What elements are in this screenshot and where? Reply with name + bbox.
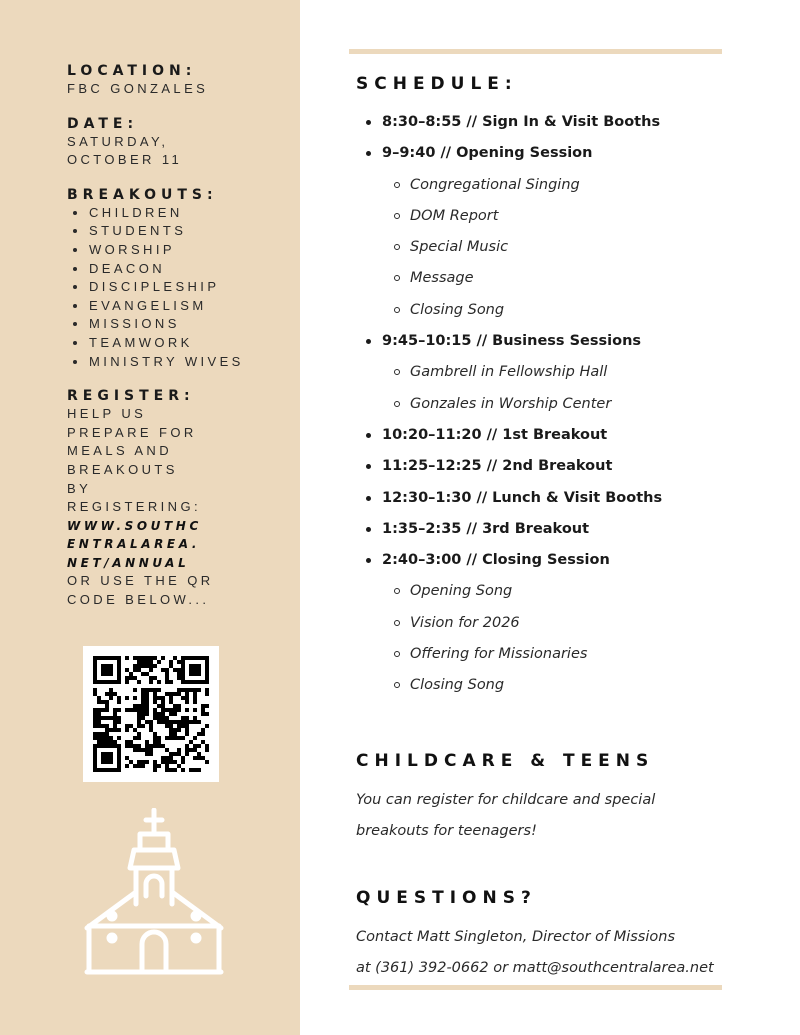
- schedule-item: 11:25–12:25 // 2nd Breakout: [356, 451, 776, 482]
- breakouts-list: [67, 204, 287, 371]
- schedule-subitem: Closing Song: [356, 295, 776, 326]
- childcare-heading: CHILDCARE & TEENS: [356, 750, 655, 771]
- register-url-link[interactable]: WWW.SOUTHCENTRALAREA.NET/ANNUAL: [67, 518, 202, 570]
- schedule-heading: SCHEDULE:: [356, 74, 518, 94]
- schedule-list: [356, 107, 776, 702]
- schedule-subitem: Gonzales in Worship Center: [356, 389, 776, 420]
- breakout-item: EVANGELISM: [67, 297, 287, 316]
- schedule-item: 1:35–2:35 // 3rd Breakout: [356, 514, 776, 545]
- sidebar-content: [67, 62, 287, 626]
- breakout-item: DISCIPLESHIP: [67, 278, 287, 297]
- register-block: [67, 387, 287, 610]
- church-icon: [84, 808, 224, 976]
- questions-heading: QUESTIONS?: [356, 887, 537, 908]
- register-tail: OR USE THE QR CODE BELOW...: [67, 573, 214, 608]
- date-line-1: SATURDAY,: [67, 133, 169, 149]
- breakouts-heading: BREAKOUTS:: [67, 186, 218, 203]
- breakout-item: WORSHIP: [67, 241, 287, 260]
- sidebar: [0, 0, 300, 1035]
- schedule-subitem: Offering for Missionaries: [356, 639, 776, 670]
- breakout-item: STUDENTS: [67, 222, 287, 241]
- register-text: HELP US PREPARE FOR MEALS AND BREAKOUTS BY REGISTERING:: [67, 406, 201, 515]
- date-block: [67, 115, 287, 170]
- location-heading: LOCATION:: [67, 63, 197, 79]
- schedule-subitem: Vision for 2026: [356, 608, 776, 639]
- schedule-item: 9–9:40 // Opening Session: [356, 138, 776, 169]
- schedule-subitem: Opening Song: [356, 576, 776, 607]
- schedule-item: 12:30–1:30 // Lunch & Visit Booths: [356, 483, 776, 514]
- schedule-subitem: Closing Song: [356, 670, 776, 701]
- schedule-subitem: Gambrell in Fellowship Hall: [356, 357, 776, 388]
- main-content: [356, 70, 776, 985]
- breakout-item: MISSIONS: [67, 315, 287, 334]
- register-heading: REGISTER:: [67, 388, 195, 405]
- breakout-item: DEACON: [67, 260, 287, 279]
- schedule-item: 10:20–11:20 // 1st Breakout: [356, 420, 776, 451]
- schedule-item: 9:45–10:15 // Business Sessions: [356, 326, 776, 357]
- schedule-subitem: Congregational Singing: [356, 170, 776, 201]
- schedule-item: 2:40–3:00 // Closing Session: [356, 545, 776, 576]
- questions-line-1: Contact Matt Singleton, Director of Missions: [356, 928, 675, 945]
- date-line-2: OCTOBER 11: [67, 152, 183, 168]
- top-divider: [349, 49, 722, 54]
- location-block: [67, 62, 287, 99]
- breakouts-block: [67, 186, 287, 371]
- breakout-item: CHILDREN: [67, 204, 287, 223]
- qr-code-icon: [83, 646, 219, 782]
- location-value: FBC GONZALES: [67, 81, 209, 96]
- breakout-item: TEAMWORK: [67, 334, 287, 353]
- schedule-subitem: DOM Report: [356, 201, 776, 232]
- date-heading: DATE:: [67, 115, 139, 132]
- questions-line-2: at (361) 392-0662 or matt@southcentralarea.net: [356, 960, 714, 977]
- schedule-subitem: Message: [356, 263, 776, 294]
- breakout-item: MINISTRY WIVES: [67, 353, 287, 372]
- schedule-subitem: Special Music: [356, 232, 776, 263]
- schedule-item: 8:30–8:55 // Sign In & Visit Booths: [356, 107, 776, 138]
- bottom-divider: [349, 985, 722, 990]
- childcare-line-1: You can register for childcare and special: [356, 791, 656, 808]
- childcare-line-2: breakouts for teenagers!: [356, 823, 537, 840]
